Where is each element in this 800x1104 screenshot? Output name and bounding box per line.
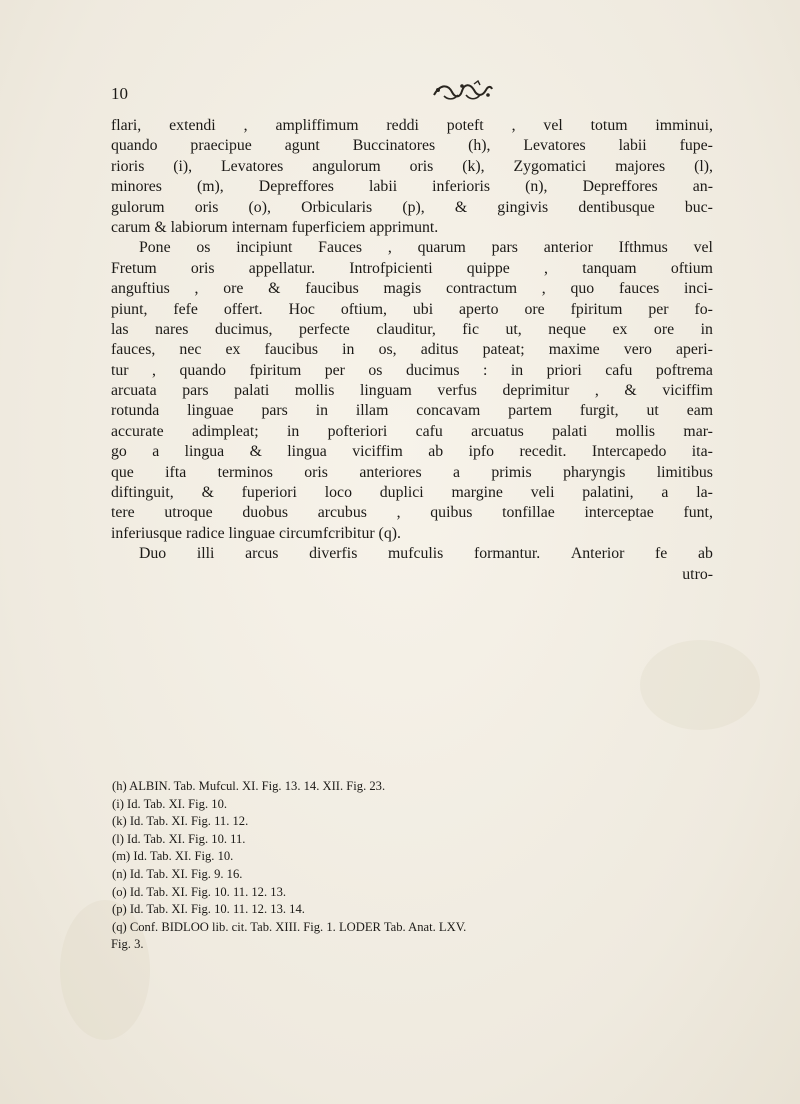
text-line: Fretum oris appellatur. Introfpicienti quippe , tanquam oftium [111, 259, 713, 277]
page-number: 10 [111, 84, 128, 103]
text-line: carum & labiorum internam fuperficiem apprimunt. [111, 218, 439, 236]
text-line: quando praecipue agunt Buccinatores (h), Levatores labii fupe- [111, 137, 713, 155]
text-line: flari, extendi , ampliffimum reddi poteft , vel totum imminui, [111, 117, 713, 134]
text-line: rotunda linguae pars in illam concavam partem furgit, ut eam [111, 402, 713, 420]
footnote: (i) Id. Tab. XI. Fig. 10. [112, 796, 228, 811]
text-line: gulorum oris (o), Orbicularis (p), & gingivis dentibusque buc- [111, 198, 713, 216]
catchword: utro- [682, 565, 713, 583]
text-line: tere utroque duobus arcubus , quibus tonfillae interceptae funt, [111, 504, 713, 522]
body-text [111, 116, 713, 585]
text-line: minores (m), Depreffores labii inferioris (n), Depreffores an- [111, 178, 713, 196]
text-line: Pone os incipiunt Fauces , quarum pars anterior Ifthmus vel [139, 239, 713, 257]
footnote: (h) ALBIN. Tab. Mufcul. XI. Fig. 13. 14. XII. Fig. 23. [112, 779, 386, 793]
paper-stain [640, 640, 760, 730]
footnote: (k) Id. Tab. XI. Fig. 11. 12. [112, 814, 249, 829]
footnote: (l) Id. Tab. XI. Fig. 10. 11. [112, 831, 246, 846]
footnotes [111, 778, 731, 954]
text-line: arcuata pars palati mollis linguam verfus deprimitur , & viciffim [111, 382, 713, 400]
text-line: rioris (i), Levatores angulorum oris (k), Zygomatici majores (l), [111, 157, 713, 175]
footnote: (o) Id. Tab. XI. Fig. 10. 11. 12. 13. [112, 884, 287, 899]
text-line: anguftius , ore & faucibus magis contractum , quo fauces inci- [111, 280, 713, 298]
text-line: accurate adimpleat; in pofteriori cafu arcuatus palati mollis mar- [111, 422, 713, 440]
footnote: (p) Id. Tab. XI. Fig. 10. 11. 12. 13. 14. [112, 902, 305, 917]
text-line: las nares ducimus, perfecte clauditur, fic ut, neque ex ore in [111, 320, 713, 338]
text-line: que ifta terminos oris anteriores a primis pharyngis limitibus [111, 463, 713, 481]
footnote-continuation: Fig. 3. [111, 937, 144, 952]
text-line: piunt, fefe offert. Hoc oftium, ubi aperto ore fpiritum per fo- [111, 300, 713, 318]
footnote: (n) Id. Tab. XI. Fig. 9. 16. [112, 866, 243, 881]
text-line: go a lingua & lingua viciffim ab ipfo recedit. Intercapedo ita- [111, 443, 713, 461]
text-line: Duo illi arcus diverfis mufculis formantur. Anterior fe ab [139, 545, 713, 563]
text-line: fauces, nec ex faucibus in os, aditus pateat; maxime vero aperi- [111, 341, 713, 359]
text-line: tur , quando fpiritum per os ducimus : in priori cafu poftrema [111, 361, 713, 379]
printer-ornament-icon [430, 80, 494, 102]
footnote: (q) Conf. BIDLOO lib. cit. Tab. XIII. Fig. 1. LODER Tab. Anat. LXV. [112, 919, 467, 934]
footnote: (m) Id. Tab. XI. Fig. 10. [112, 849, 234, 864]
text-line: inferiusque radice linguae circumfcribitur (q). [111, 524, 401, 542]
text-line: diftinguit, & fuperiori loco duplici margine veli palatini, a la- [111, 484, 713, 502]
